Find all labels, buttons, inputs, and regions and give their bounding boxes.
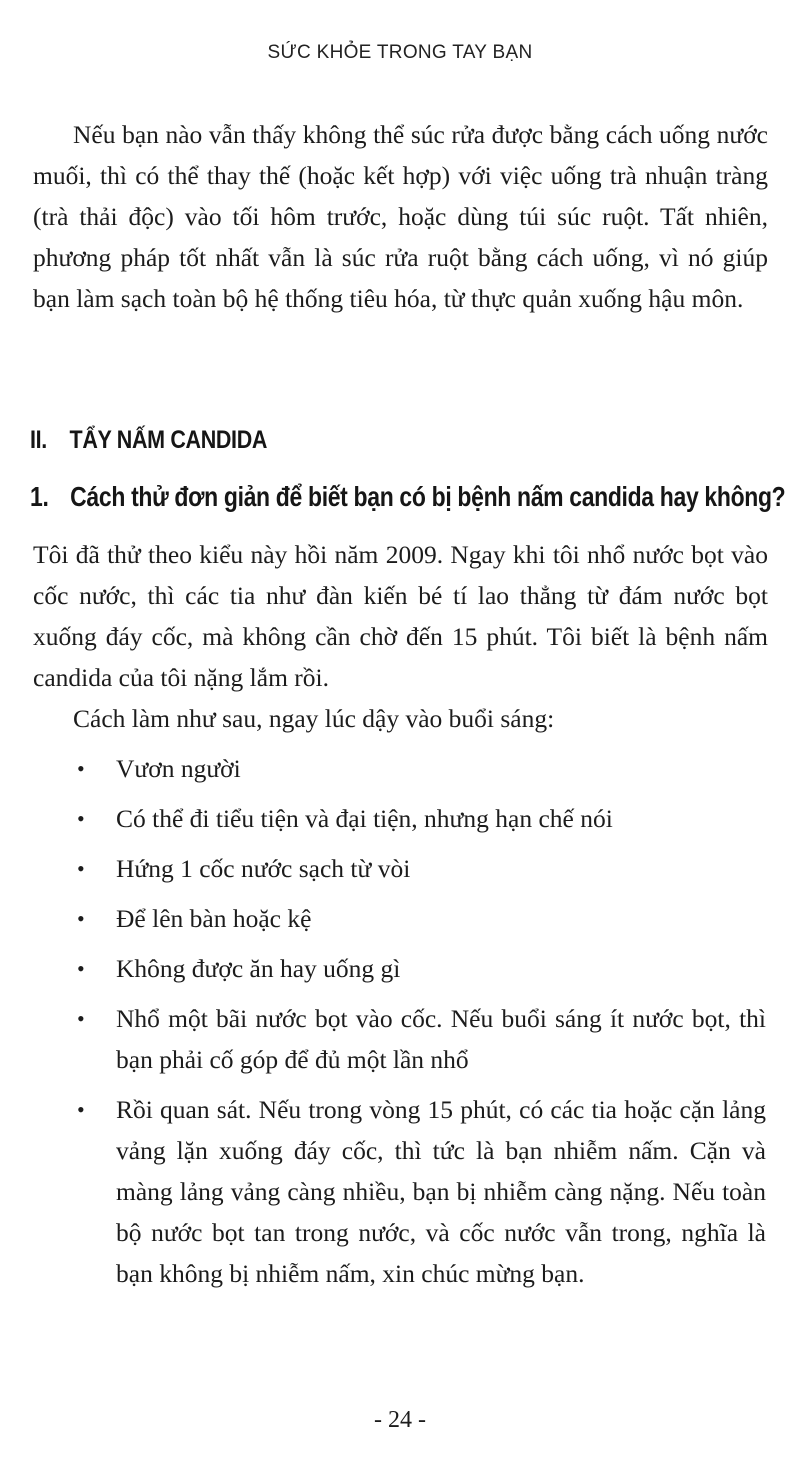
subsection-heading (30, 481, 785, 513)
step-text: Rồi quan sát. Nếu trong vòng 15 phút, có các tia hoặc cặn lảng vảng lặn xuống đáy cốc, thì tức là bạn nhiễm nấm. Cặn và màng lảng vảng càng nhiều, bạn bị nhiễm càng nặng. Nếu toàn bộ nước bọt tan trong nước, và cốc nước vẫn trong, nghĩa là bạn không bị nhiễm nấm, xin chúc mừng bạn. (116, 1095, 766, 1288)
bullet-icon: • (77, 956, 85, 981)
step-text: Để lên bàn hoặc kệ (116, 904, 312, 933)
running-header: SỨC KHỎE TRONG TAY BẠN (267, 42, 533, 63)
method-intro: Cách làm như sau, ngay lúc dậy vào buổi sáng: (73, 704, 555, 733)
list-item (0, 948, 766, 989)
step-text: Có thể đi tiểu tiện và đại tiện, nhưng hạn chế nói (116, 804, 613, 833)
story-paragraph: Tôi đã thử theo kiểu này hồi năm 2009. Ngay khi tôi nhổ nước bọt vào cốc nước, thì các tia như đàn kiến bé tí lao thẳng từ đám nước bọt xuống đáy cốc, mà không cần chờ đến 15 phút. Tôi biết là bệnh nấm candida của tôi nặng lắm rồi. (33, 540, 768, 692)
bullet-icon: • (77, 1006, 85, 1031)
subsection-number: 1. (30, 481, 49, 512)
bullet-icon: • (77, 806, 85, 831)
list-item (0, 748, 766, 789)
intro-paragraph: Nếu bạn nào vẫn thấy không thể súc rửa được bằng cách uống nước muối, thì có thể thay thế (hoặc kết hợp) với việc uống trà nhuận tràng (trà thải độc) vào tối hôm trước, hoặc dùng túi súc ruột. Tất nhiên, phương pháp tốt nhất vẫn là súc rửa ruột bằng cách uống, vì nó giúp bạn làm sạch toàn bộ hệ thống tiêu hóa, từ thực quản xuống hậu môn. (33, 120, 768, 313)
list-item (0, 798, 766, 839)
section-heading (30, 426, 267, 455)
list-item (0, 848, 766, 889)
steps-list (0, 748, 800, 1303)
bullet-icon: • (77, 906, 85, 931)
section-title: TẨY NẤM CANDIDA (69, 426, 268, 454)
page-number: - 24 - (374, 1407, 426, 1433)
subsection-title: Cách thử đơn giản để biết bạn có bị bệnh nấm candida hay không? (70, 481, 786, 512)
bullet-icon: • (77, 756, 85, 781)
step-text: Hứng 1 cốc nước sạch từ vòi (116, 854, 411, 883)
list-item (0, 998, 766, 1080)
bullet-icon: • (77, 1097, 85, 1122)
list-item (0, 898, 766, 939)
bullet-icon: • (77, 856, 85, 881)
step-text: Vươn người (116, 754, 241, 783)
list-item (0, 1089, 766, 1294)
section-number: II. (30, 426, 47, 454)
step-text: Nhổ một bãi nước bọt vào cốc. Nếu buổi sáng ít nước bọt, thì bạn phải cố góp để đủ một lần nhổ (116, 1004, 766, 1074)
step-text: Không được ăn hay uống gì (116, 954, 401, 983)
